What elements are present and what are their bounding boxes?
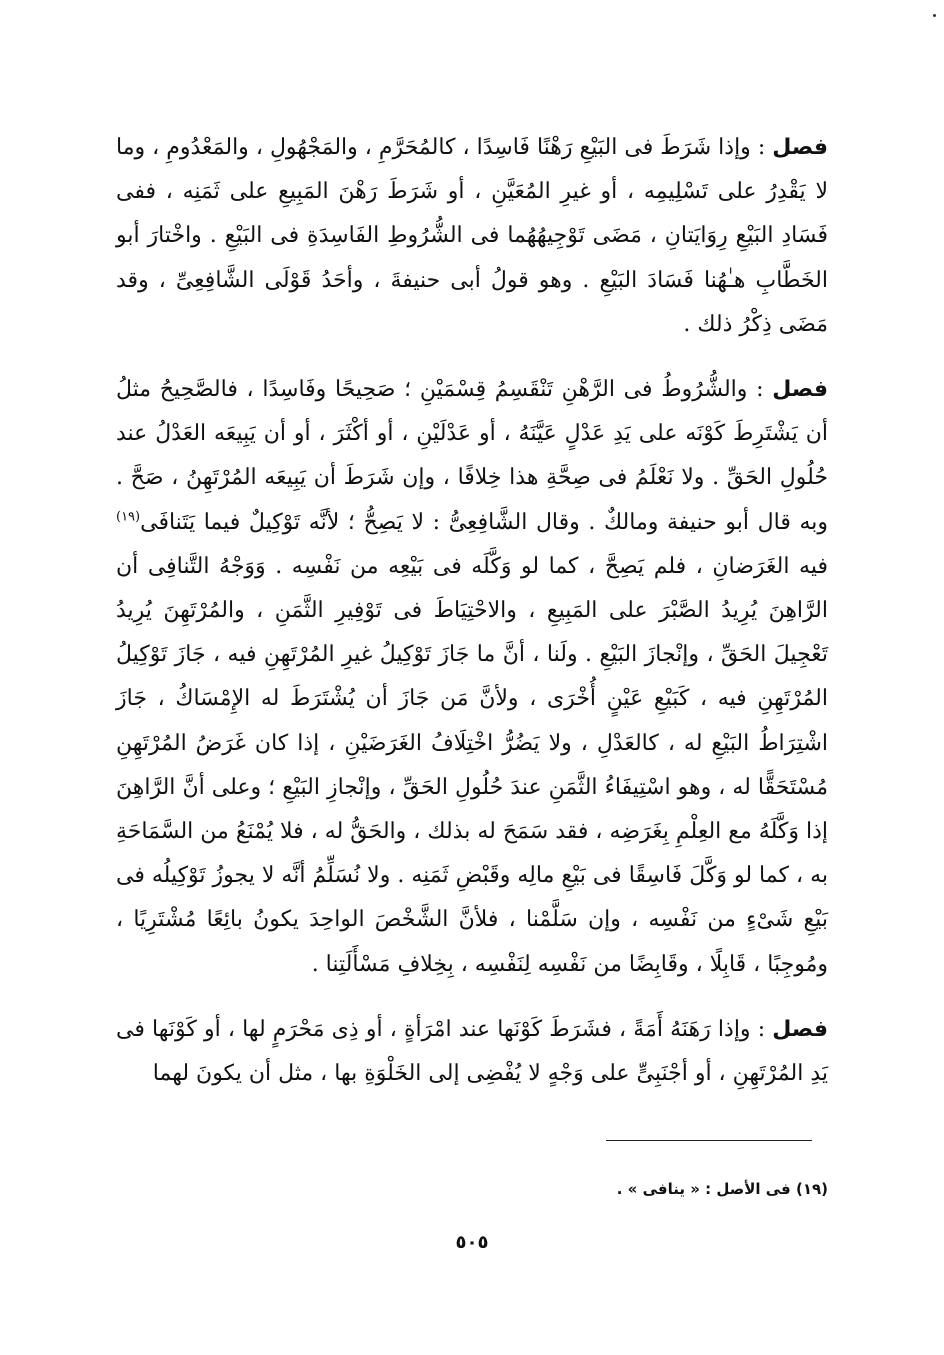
paragraph-1	[116, 126, 828, 347]
paragraph-text: : وإذا شَرَطَ فى البَيْعِ رَهْنًا فَاسِدًا ، كالمُحَرَّمِ ، والمَجْهُولِ ، والمَعْدُومِ ، وما لا يَقْدِرُ على تَسْلِيمِه ، أو غيرِ المُعَيَّنِ ، أو شَرَطَ رَهْنَ المَبِيعِ على ثَمَنِه ، ففى فَسَادِ البَيْعِ رِوَايَتانِ ، مَضَى تَوْجِيهُهُما فى الشُّرُوطِ الفَاسِدَةِ فى البَيْعِ . واخْتارَ أبو الخَطَّابِ هـٰهُنا فَسَادَ البَيْعِ . وهو قولُ أبى حنيفةَ ، وأحَدُ قَوْلَى الشَّافِعِىِّ ، وقد مَضَى ذِكْرُ ذلك .	[116, 135, 828, 337]
footnote-divider	[606, 1140, 812, 1141]
paragraph-text-continued: فيه الغَرَضانِ ، فلم يَصِحَّ ، كما لو وَكَّلَه فى بَيْعِه من نَفْسِه . وَوَجْهُ التَّنافِى أن الرَّاهِنَ يُرِيدُ الصَّبْرَ على المَبِيعِ ، والاحْتِيَاطَ فى تَوْفِيرِ الثَّمَنِ ، والمُرْتَهِنَ يُرِيدُ تَعْجِيلَ الحَقِّ ، وإنْجازَ البَيْعِ . ولَنا ، أنَّ ما جَازَ تَوْكِيلُ غيرِ المُرْتَهِنِ فيه ، جَازَ تَوْكِيلُ المُرْتَهِنِ فيه ، كَبَيْعِ عَيْنٍ أُخْرَى ، ولأنَّ مَن جَازَ أن يُشْتَرَطَ له الإِمْسَاكُ ، جَازَ اشْتِرَاطُ البَيْعِ له ، كالعَدْلِ ، ولا يَضُرُّ اخْتِلَافُ الغَرَضَيْنِ ، إذا كان غَرَضُ المُرْتَهِنِ مُسْتَحَقًّا له ، وهو اسْتِيفَاءُ الثَّمَنِ عندَ حُلُولِ الحَقِّ ، وإنْجازِ البَيْعِ ؛ وعلى أنَّ الرَّاهِنَ إذا وَكَّلَهُ مع العِلْمِ بِغَرَضِه ، فقد سَمَحَ له بذلك ، والحَقُّ له ، فلا يُمْنَعُ من السَّمَاحَةِ به ، كما لو وَكَّلَ فَاسِقًا فى بَيْعِ مالِه وقَبْضِ ثَمَنِه . ولا نُسَلِّمُ أنَّه لا يجوزُ تَوْكِيلُه فى بَيْعِ شَىْءٍ من نَفْسِه ، وإن سَلَّمْنا ، فلأنَّ الشَّخْصَ الواحِدَ يكونُ بائِعًا مُشْتَرِيًا ، ومُوجِبًا ، قَابِلًا ، وقَابِضًا من نَفْسِه لِنَفْسِه ، بِخِلافِ مَسْأَلَتِنا .	[116, 553, 829, 977]
paragraph-3	[116, 1008, 828, 1096]
main-text	[116, 126, 828, 1096]
paragraph-text: : والشُّرُوطُ فى الرَّهْنِ تَنْقَسِمُ قِسْمَيْنِ ؛ صَحِيحًا وفَاسِدًا ، فالصَّحِيحُ مثلُ أن يَشْتَرِطَ كَوْنَه على يَدِ عَدْلٍ عَيَّنَهُ ، أو عَدْلَيْنِ ، أو أكْثَرَ ، أو أن يَبِيعَه العَدْلُ عند حُلُولِ الحَقِّ . ولا نَعْلَمُ فى صِحَّةِ هذا خِلافًا ، وإن شَرَطَ أن يَبِيعَه المُرْتَهِنُ ، صَحَّ . وبه قال أبو حنيفة ومالكٌ . وقال الشَّافِعِىُّ : لا يَصِحُّ ؛ لأنَّه تَوْكِيلٌ فيما يَتَنافَى	[116, 377, 828, 535]
page-number: ٥٠٥	[455, 1232, 489, 1253]
footnote-reference: (١٩)	[116, 509, 141, 525]
corner-mark	[933, 14, 936, 17]
paragraph-text: : وإذا رَهَنَهُ أَمَةً ، فشَرَطَ كَوْنَها عند امْرَأةٍ ، أو ذِى مَحْرَمٍ لها ، أو كَوْنَها فى يَدِ المُرْتَهِنِ ، أو أجْنَبِىٍّ على وَجْهٍ لا يُفْضِى إلى الخَلْوَةِ بها ، مثل أن يكونَ لهما	[116, 1016, 828, 1087]
footnote: (١٩) فى الأصل : « ينافى » .	[616, 1180, 828, 1198]
section-label: فصل	[772, 135, 828, 160]
paragraph-2	[116, 368, 828, 987]
section-label: فصل	[772, 377, 828, 403]
section-label: فصل	[772, 1016, 828, 1042]
